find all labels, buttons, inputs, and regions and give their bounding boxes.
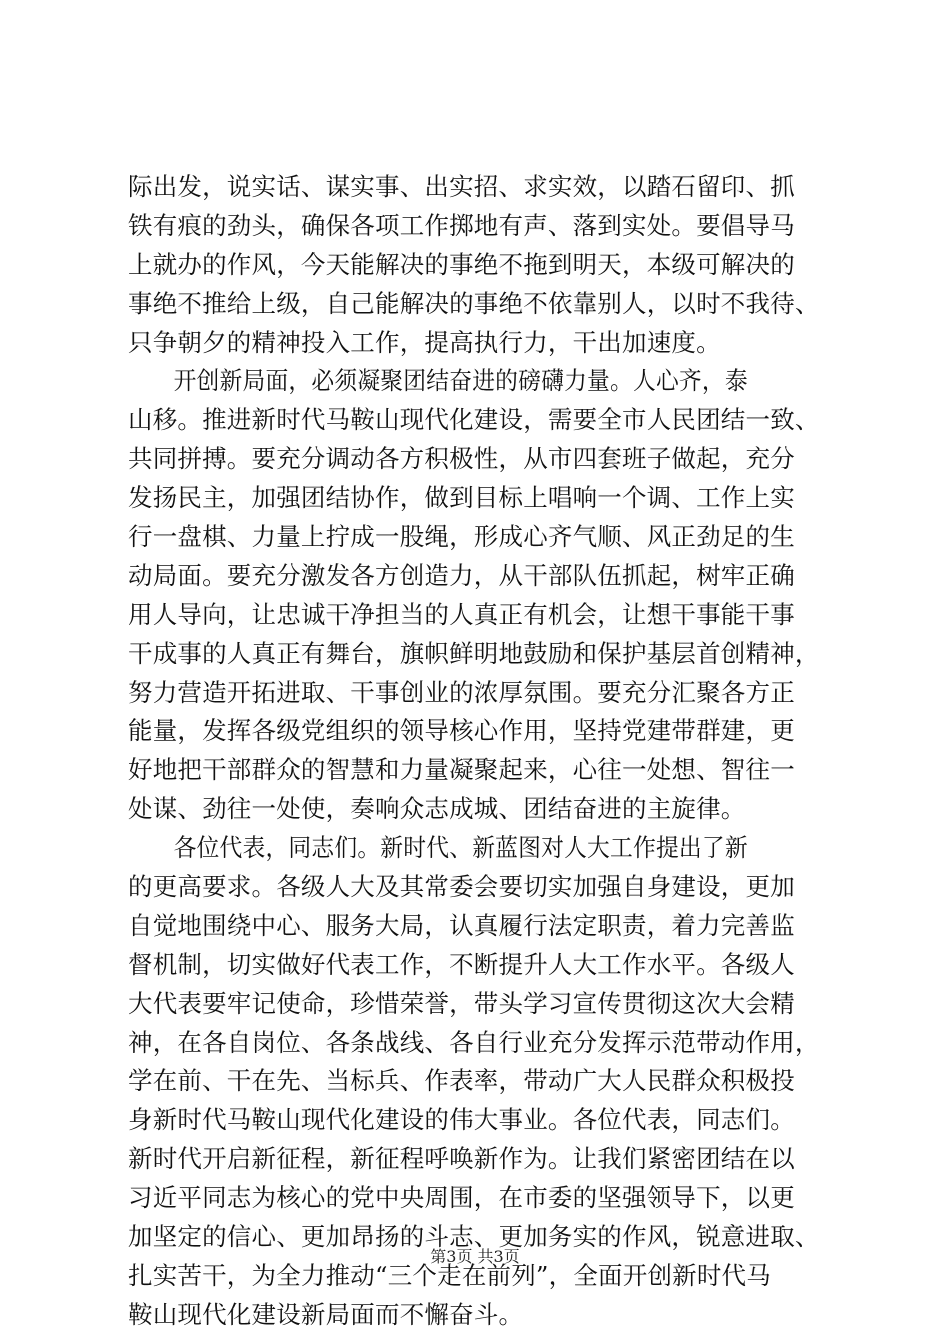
text-line: 努力营造开拓进取、干事创业的浓厚氛围。要充分汇聚各方正 [128, 677, 795, 707]
text-line: 铁有痕的劲头，确保各项工作掷地有声、落到实处。要倡导马 [128, 210, 795, 240]
page-footer: 第3页 共3页 [430, 1247, 520, 1266]
text-line: 际出发，说实话、谋实事、出实招、求实效，以踏石留印、抓 [128, 172, 795, 201]
text-line: 能量，发挥各级党组织的领导核心作用，坚持党建带群建，更 [128, 716, 795, 746]
text-line: 的更高要求。各级人大及其常委会要切实加强自身建设，更加 [128, 872, 795, 902]
text-line: 只争朝夕的精神投入工作，提高执行力，干出加速度。 [128, 327, 721, 357]
text-line: 干成事的人真正有舞台，旗帜鲜明地鼓励和保护基层首创精神， [128, 638, 820, 668]
text-line: 大代表要牢记使命，珍惜荣誉，带头学习宣传贯彻这次大会精 [128, 988, 795, 1018]
text-line: 身新时代马鞍山现代化建设的伟大事业。各位代表，同志们。 [128, 1105, 795, 1135]
text-line: 督机制，切实做好代表工作，不断提升人大工作水平。各级人 [128, 949, 795, 979]
text-line: 山移。推进新时代马鞍山现代化建设，需要全市人民团结一致、 [128, 405, 820, 435]
text-line: 发扬民主，加强团结协作，做到目标上唱响一个调、工作上实 [128, 483, 795, 513]
text-line: 扎实苦干，为全力推动“三个走在前列”，全面开创新时代马 [128, 1260, 771, 1290]
text-line: 鞍山现代化建设新局面而不懈奋斗。 [128, 1299, 524, 1329]
text-line: 自觉地围绕中心、服务大局，认真履行法定职责，着力完善监 [128, 910, 795, 940]
text-line: 上就办的作风，今天能解决的事绝不拖到明天，本级可解决的 [128, 249, 795, 279]
text-line: 共同拼搏。要充分调动各方积极性，从市四套班子做起，充分 [128, 444, 795, 474]
text-line: 动局面。要充分激发各方创造力，从干部队伍抓起，树牢正确 [128, 560, 795, 590]
text-line: 用人导向，让忠诚干净担当的人真正有机会，让想干事能干事 [128, 599, 795, 629]
text-line: 各位代表，同志们。新时代、新蓝图对人大工作提出了新 [173, 833, 748, 863]
text-line: 好地把干部群众的智慧和力量凝聚起来，心往一处想、智往一 [128, 755, 795, 785]
text-line: 学在前、干在先、当标兵、作表率，带动广大人民群众积极投 [128, 1066, 795, 1096]
text-line: 处谋、劲往一处使，奏响众志成城、团结奋进的主旋律。 [128, 794, 746, 824]
text-line: 加坚定的信心、更加昂扬的斗志、更加务实的作风，锐意进取、 [128, 1222, 820, 1252]
text-line: 新时代开启新征程，新征程呼唤新作为。让我们紧密团结在以 [128, 1144, 795, 1174]
text-line: 行一盘棋、力量上拧成一股绳，形成心齐气顺、风正劲足的生 [128, 522, 795, 552]
text-line: 事绝不推给上级，自己能解决的事绝不依靠别人，以时不我待、 [128, 288, 820, 318]
text-line: 开创新局面，必须凝聚团结奋进的磅礴力量。人心齐，泰 [173, 366, 748, 396]
text-line: 习近平同志为核心的党中央周围，在市委的坚强领导下，以更 [128, 1183, 795, 1213]
text-line: 神，在各自岗位、各条战线、各自行业充分发挥示范带动作用， [128, 1027, 820, 1057]
document-body [128, 168, 828, 1335]
